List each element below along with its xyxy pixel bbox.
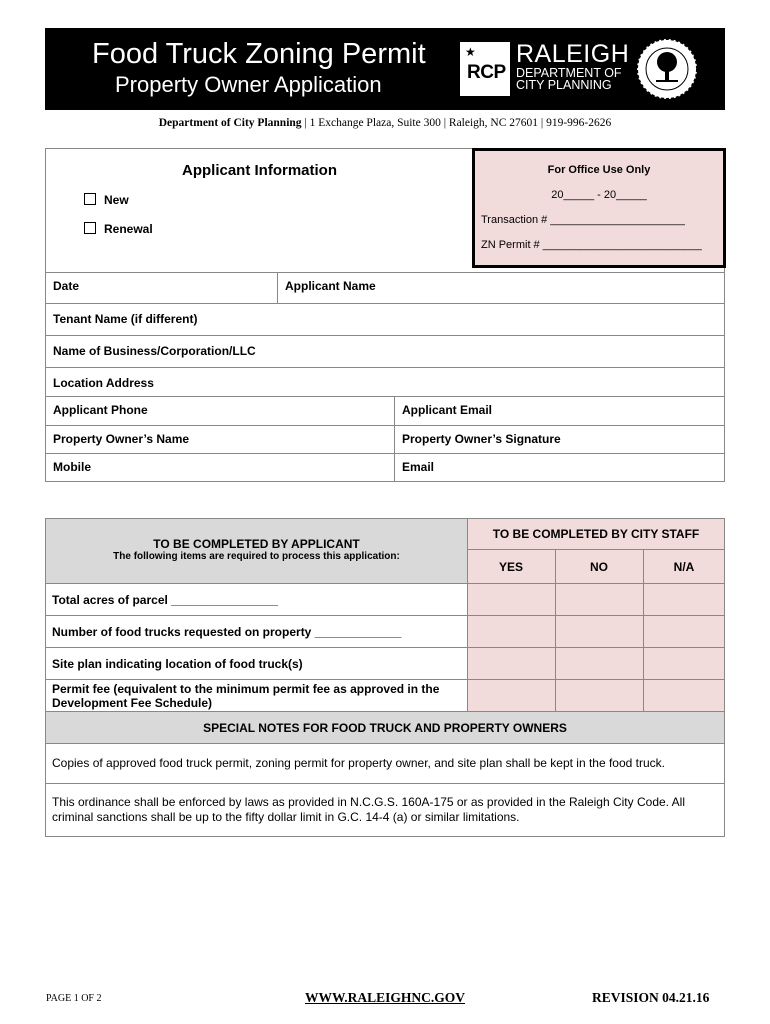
staff-checklist-title: TO BE COMPLETED BY CITY STAFF	[492, 527, 700, 541]
office-use-title: For Office Use Only	[547, 164, 651, 176]
na-cell[interactable]	[643, 583, 725, 616]
yes-cell[interactable]	[467, 647, 556, 680]
yes-cell[interactable]	[467, 615, 556, 648]
applicant-email-field[interactable]: Applicant Email	[394, 396, 725, 426]
star-icon: ★	[465, 45, 476, 59]
tenant-name-field[interactable]: Tenant Name (if different)	[45, 303, 725, 336]
page-subtitle: Property Owner Application	[115, 72, 382, 97]
email-field[interactable]: Email	[394, 453, 725, 482]
owner-name-field[interactable]: Property Owner’s Name	[45, 425, 395, 454]
no-column-header: NO	[590, 560, 608, 574]
website-link[interactable]: WWW.RALEIGHNC.GOV	[304, 990, 466, 1005]
office-year-field: 20_____ - 20_____	[551, 189, 647, 201]
logo-city-name: RALEIGH	[516, 40, 630, 68]
office-zn-permit-field: ZN Permit # __________________________	[481, 239, 702, 251]
yes-cell[interactable]	[467, 679, 556, 712]
applicant-checklist-title: TO BE COMPLETED BY APPLICANT	[153, 537, 360, 551]
renewal-checkbox[interactable]	[84, 222, 96, 234]
new-label: New	[104, 193, 129, 207]
special-notes-title: SPECIAL NOTES FOR FOOD TRUCK AND PROPERTY OWNERS	[203, 721, 567, 735]
logo-dept-line1: DEPARTMENT OF	[516, 66, 622, 80]
applicant-phone-field[interactable]: Applicant Phone	[45, 396, 395, 426]
yes-column-header: YES	[498, 560, 523, 574]
checklist-item-permit-fee: Permit fee (equivalent to the minimum permit fee as approved in the	[52, 682, 440, 696]
location-address-field[interactable]: Location Address	[45, 367, 725, 397]
note-copies: Copies of approved food truck permit, zoning permit for property owner, and site plan shall be kept in the food truck.	[52, 756, 666, 770]
na-cell[interactable]	[643, 679, 725, 712]
no-cell[interactable]	[555, 647, 644, 680]
department-contact-line: Department of City Planning | 1 Exchange Plaza, Suite 300 | Raleigh, NC 27601 | 919-996-2626	[158, 117, 612, 129]
yes-cell[interactable]	[467, 583, 556, 616]
no-cell[interactable]	[555, 615, 644, 648]
office-transaction-field: Transaction # ______________________	[481, 214, 685, 226]
revision-label: REVISION 04.21.16	[592, 990, 710, 1005]
no-cell[interactable]	[555, 583, 644, 616]
city-seal-icon	[632, 36, 702, 102]
rcp-logo-text: RCP	[467, 62, 506, 83]
checklist-item-truck-count: Number of food trucks requested on property _____________	[52, 625, 402, 639]
staff-header-divider	[467, 549, 725, 550]
checklist-item-permit-fee-cont: Development Fee Schedule)	[52, 696, 213, 710]
new-checkbox[interactable]	[84, 193, 96, 205]
owner-signature-field[interactable]: Property Owner’s Signature	[394, 425, 725, 454]
na-cell[interactable]	[643, 615, 725, 648]
date-field[interactable]: Date	[45, 272, 278, 304]
na-column-header: N/A	[673, 560, 695, 574]
na-cell[interactable]	[643, 647, 725, 680]
renewal-label: Renewal	[104, 222, 153, 236]
checklist-item-acres: Total acres of parcel ________________	[52, 593, 278, 607]
note-ordinance: This ordinance shall be enforced by laws as provided in N.C.G.S. 160A-175 or as provided in the Raleigh City Code. All criminal sanctions shall be up to the fifty dollar limit in G.C. 14-4 (a) or similar limitations.	[52, 795, 686, 824]
checklist-item-site-plan: Site plan indicating location of food truck(s)	[52, 657, 303, 671]
applicant-name-field[interactable]: Applicant Name	[277, 272, 725, 304]
business-name-field[interactable]: Name of Business/Corporation/LLC	[45, 335, 725, 368]
no-cell[interactable]	[555, 679, 644, 712]
logo-dept-line2: CITY PLANNING	[516, 78, 612, 92]
page-number: PAGE 1 OF 2	[46, 993, 102, 1004]
applicant-info-title: Applicant Information	[182, 162, 337, 179]
applicant-checklist-subtitle: The following items are required to process this application:	[113, 551, 400, 562]
page-title: Food Truck Zoning Permit	[92, 38, 426, 70]
mobile-field[interactable]: Mobile	[45, 453, 395, 482]
